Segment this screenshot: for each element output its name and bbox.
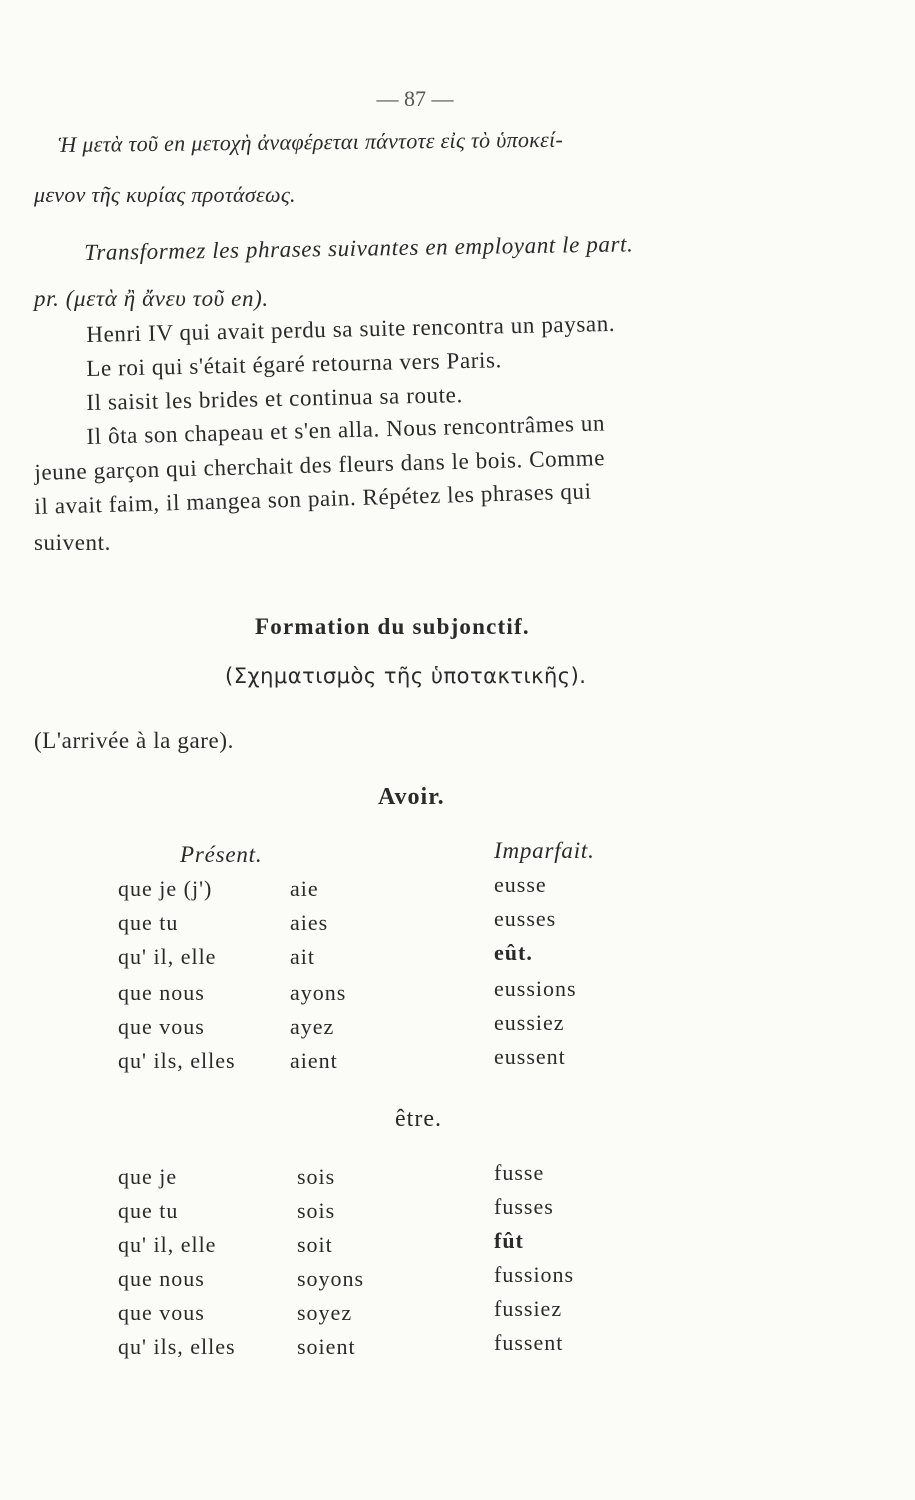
avoir-imparfait-header: Imparfait. [494,838,595,863]
etre-title: être. [395,1106,442,1132]
etre-pronoun: que je [118,1164,178,1189]
avoir-present-form: aient [290,1048,338,1073]
etre-imparfait-form: fût [494,1228,524,1253]
avoir-pronoun: que vous [118,1014,205,1039]
etre-pronoun: qu' ils, elles [118,1334,236,1359]
avoir-pronoun: que tu [118,910,179,935]
avoir-present-form: ayez [290,1014,335,1039]
avoir-present-form: aies [290,910,329,935]
etre-present-form: soyez [297,1300,353,1325]
exercise-line-7: suivent. [34,530,111,555]
page-number: — 87 — [376,86,454,111]
avoir-imparfait-form: eussiez [494,1010,565,1035]
etre-present-form: soyons [297,1266,365,1291]
avoir-imparfait-form: eusses [494,906,557,931]
etre-imparfait-form: fusses [494,1194,554,1219]
exercise-line-3: Il saisit les brides et continua sa route. [86,382,464,415]
greek-note-line-2: μενον τῆς κυρίας προτάσεως. [34,182,296,207]
etre-pronoun: que vous [118,1300,205,1325]
avoir-pronoun: qu' ils, elles [118,1048,236,1073]
etre-pronoun: qu' il, elle [118,1232,217,1257]
etre-present-form: sois [297,1164,336,1189]
avoir-imparfait-form: eût. [494,940,533,965]
avoir-pronoun: qu' il, elle [118,944,217,969]
etre-present-form: sois [297,1198,336,1223]
exercise-line-6: il avait faim, il mangea son pain. Répétez les phrases qui [34,478,592,519]
etre-present-form: soient [297,1334,356,1359]
exercise-instruction-line-2: pr. (μετὰ ἢ ἄνευ τοῦ en). [34,286,269,311]
section-greek-title: (Σχηματισμὸς τῆς ὑποτακτικῆς). [225,664,587,688]
avoir-title: Avoir. [378,784,445,810]
etre-present-form: soit [297,1232,333,1257]
section-title: Formation du subjonctif. [255,614,530,639]
etre-pronoun: que tu [118,1198,179,1223]
avoir-pronoun: que nous [118,980,205,1005]
avoir-present-form: ait [290,944,315,969]
avoir-present-header: Présent. [180,842,263,867]
exercise-line-5: jeune garçon qui cherchait des fleurs dans le bois. Comme [34,445,606,485]
exercise-line-2: Le roi qui s'était égaré retourna vers Paris. [86,347,503,381]
greek-note-line-1: Ἡ μετὰ τοῦ en μετοχὴ ἀναφέρεται πάντοτε εἰς τὸ ὑποκεί- [58,126,564,157]
etre-imparfait-form: fussiez [494,1296,563,1321]
section-scene: (L'arrivée à la gare). [34,728,234,753]
avoir-imparfait-form: eussent [494,1044,566,1069]
etre-pronoun: que nous [118,1266,205,1291]
etre-imparfait-form: fussions [494,1262,575,1287]
avoir-present-form: aie [290,876,319,901]
etre-imparfait-form: fusse [494,1160,545,1185]
avoir-present-form: ayons [290,980,347,1005]
avoir-imparfait-form: eussions [494,976,577,1001]
avoir-imparfait-form: eusse [494,872,547,897]
exercise-line-4: Il ôta son chapeau et s'en alla. Nous rencontrâmes un [86,410,606,449]
avoir-pronoun: que je (j') [118,876,213,901]
exercise-line-1: Henri IV qui avait perdu sa suite rencontra un paysan. [86,310,616,347]
etre-imparfait-form: fussent [494,1330,564,1355]
exercise-instruction-line-1: Transformez les phrases suivantes en employant le part. [84,231,634,265]
